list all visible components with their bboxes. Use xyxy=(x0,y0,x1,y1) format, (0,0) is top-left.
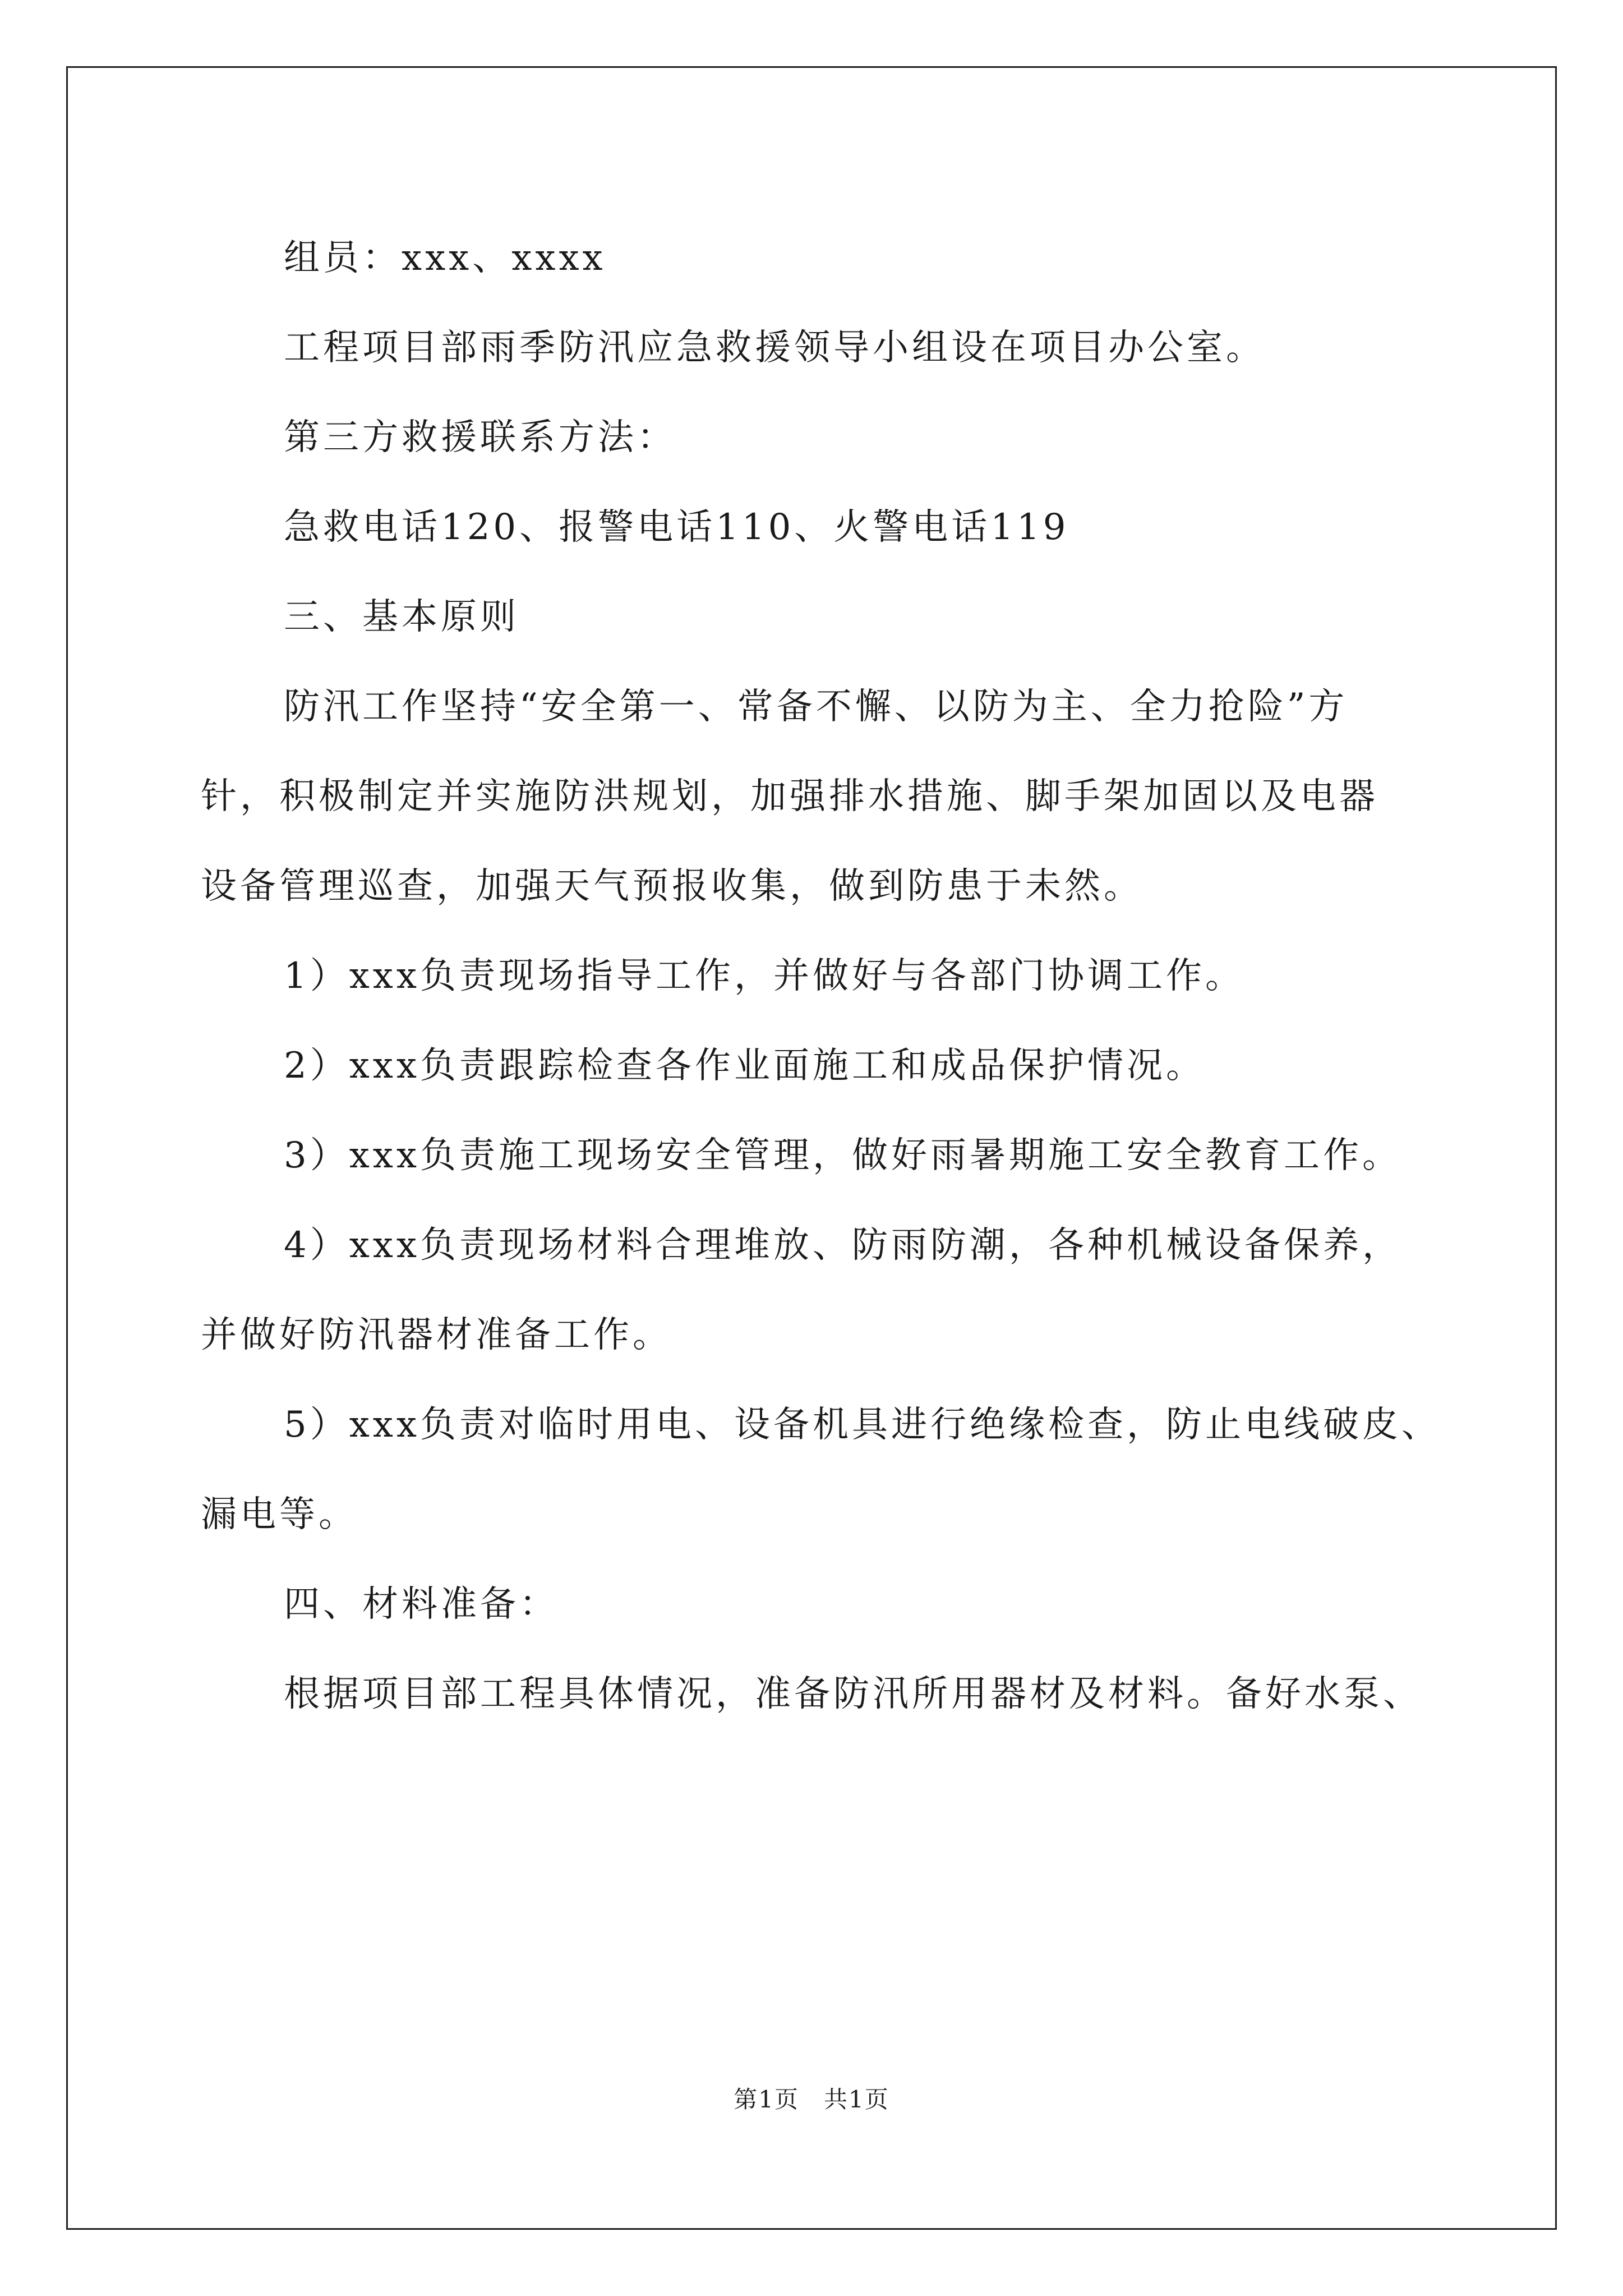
section-heading: 四、材料准备： xyxy=(284,1584,559,1625)
paragraph-continuation: 设备管理巡查，加强天气预报收集，做到防患于未然。 xyxy=(201,866,1143,907)
paragraph: 根据项目部工程具体情况，准备防汛所用器材及材料。备好水泵、 xyxy=(284,1673,1422,1715)
paragraph-continuation: 针，积极制定并实施防洪规划，加强排水措施、脚手架加固以及电器 xyxy=(201,776,1378,817)
paragraph: 组员：xxx、xxxx xyxy=(284,237,606,279)
paragraph: 急救电话120、报警电话110、火警电话119 xyxy=(284,507,1069,548)
page-footer: 第1页 共1页 xyxy=(734,2086,889,2113)
paragraph: 工程项目部雨季防汛应急救援领导小组设在项目办公室。 xyxy=(284,327,1265,369)
list-item: 2）xxx负责跟踪检查各作业面施工和成品保护情况。 xyxy=(284,1045,1205,1087)
paragraph-continuation: 漏电等。 xyxy=(201,1494,358,1535)
section-heading: 三、基本原则 xyxy=(284,596,519,638)
list-item: 1）xxx负责现场指导工作，并做好与各部门协调工作。 xyxy=(284,955,1244,997)
document-body xyxy=(201,213,1463,1739)
paragraph: 第三方救援联系方法： xyxy=(284,417,676,458)
paragraph-continuation: 并做好防汛器材准备工作。 xyxy=(201,1314,672,1356)
list-item: 3）xxx负责施工现场安全管理，做好雨暑期施工安全教育工作。 xyxy=(284,1135,1401,1176)
list-item: 5）xxx负责对临时用电、设备机具进行绝缘检查，防止电线破皮、 xyxy=(284,1404,1441,1446)
list-item: 4）xxx负责现场材料合理堆放、防雨防潮，各种机械设备保养， xyxy=(284,1225,1401,1266)
paragraph: 防汛工作坚持“安全第一、常备不懈、以防为主、全力抢险”方 xyxy=(284,686,1348,728)
